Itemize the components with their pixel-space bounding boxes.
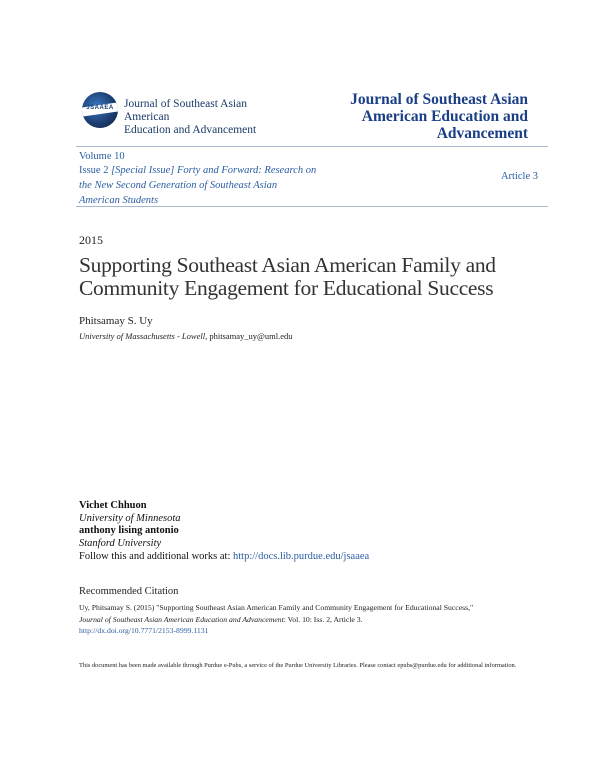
logo-name <box>124 98 292 137</box>
follow-line <box>79 551 369 564</box>
author-affiliation-line <box>79 331 292 341</box>
contributor-name: anthony lising antonio <box>79 525 179 537</box>
author-email[interactable]: phitsamay_uy@uml.edu <box>209 331 293 341</box>
citation-text <box>79 602 539 637</box>
issue-title: [Special Issue] Forty and Forward: Research on the New Second Generation of Southeast Asian American Students <box>79 165 317 206</box>
contributor-affiliation: Stanford University <box>79 538 162 550</box>
logo-line-2: Education and Advancement <box>124 124 257 136</box>
author-affiliation: University of Massachusetts - Lowell <box>79 331 206 341</box>
recommended-citation-heading: Recommended Citation <box>79 586 179 597</box>
contributor-affiliation: University of Minnesota <box>79 512 181 524</box>
publication-year: 2015 <box>79 233 103 247</box>
issue-number: Issue 2 <box>79 165 109 176</box>
email-separator: , <box>205 331 210 341</box>
journal-title-link[interactable]: Journal of Southeast Asian American Education and Advancement <box>350 91 528 142</box>
contributor-name: Vichet Chhuon <box>79 500 147 511</box>
article-link[interactable]: Article 3 <box>500 171 538 182</box>
issue-link[interactable] <box>79 163 319 208</box>
logo-emblem-icon <box>82 92 118 128</box>
volume-link[interactable]: Volume 10 <box>79 151 125 162</box>
citation-volume: : Vol. 10: Iss. 2, Article 3. <box>283 614 363 624</box>
logo-abbreviation: JSAAEA <box>86 105 114 111</box>
doi-link[interactable]: http://dx.doi.org/10.7771/2153-8999.1131 <box>79 626 209 635</box>
citation-journal: Journal of Southeast Asian American Education and Advancement <box>79 614 284 624</box>
follow-url-link[interactable]: http://docs.lib.purdue.edu/jsaaea <box>233 550 370 562</box>
footer-note: This document has been made available through Purdue e-Pubs, a service of the Purdue University Libraries. Please contact epubs@purdue.edu for additional information. <box>79 662 517 669</box>
follow-text: Follow this and additional works at: <box>79 550 233 562</box>
divider-top <box>76 146 548 147</box>
author-name: Phitsamay S. Uy <box>79 315 153 327</box>
divider-bottom <box>76 206 548 207</box>
logo-line-1: Journal of Southeast Asian American <box>124 98 247 123</box>
contributors <box>79 500 369 564</box>
journal-logo[interactable] <box>82 92 292 136</box>
article-title: Supporting Southeast Asian American Family and Community Engagement for Educational Success <box>79 253 496 300</box>
citation-line: Uy, Phitsamay S. (2015) "Supporting Southeast Asian American Family and Community Engagement for Educational Success," <box>79 603 474 612</box>
